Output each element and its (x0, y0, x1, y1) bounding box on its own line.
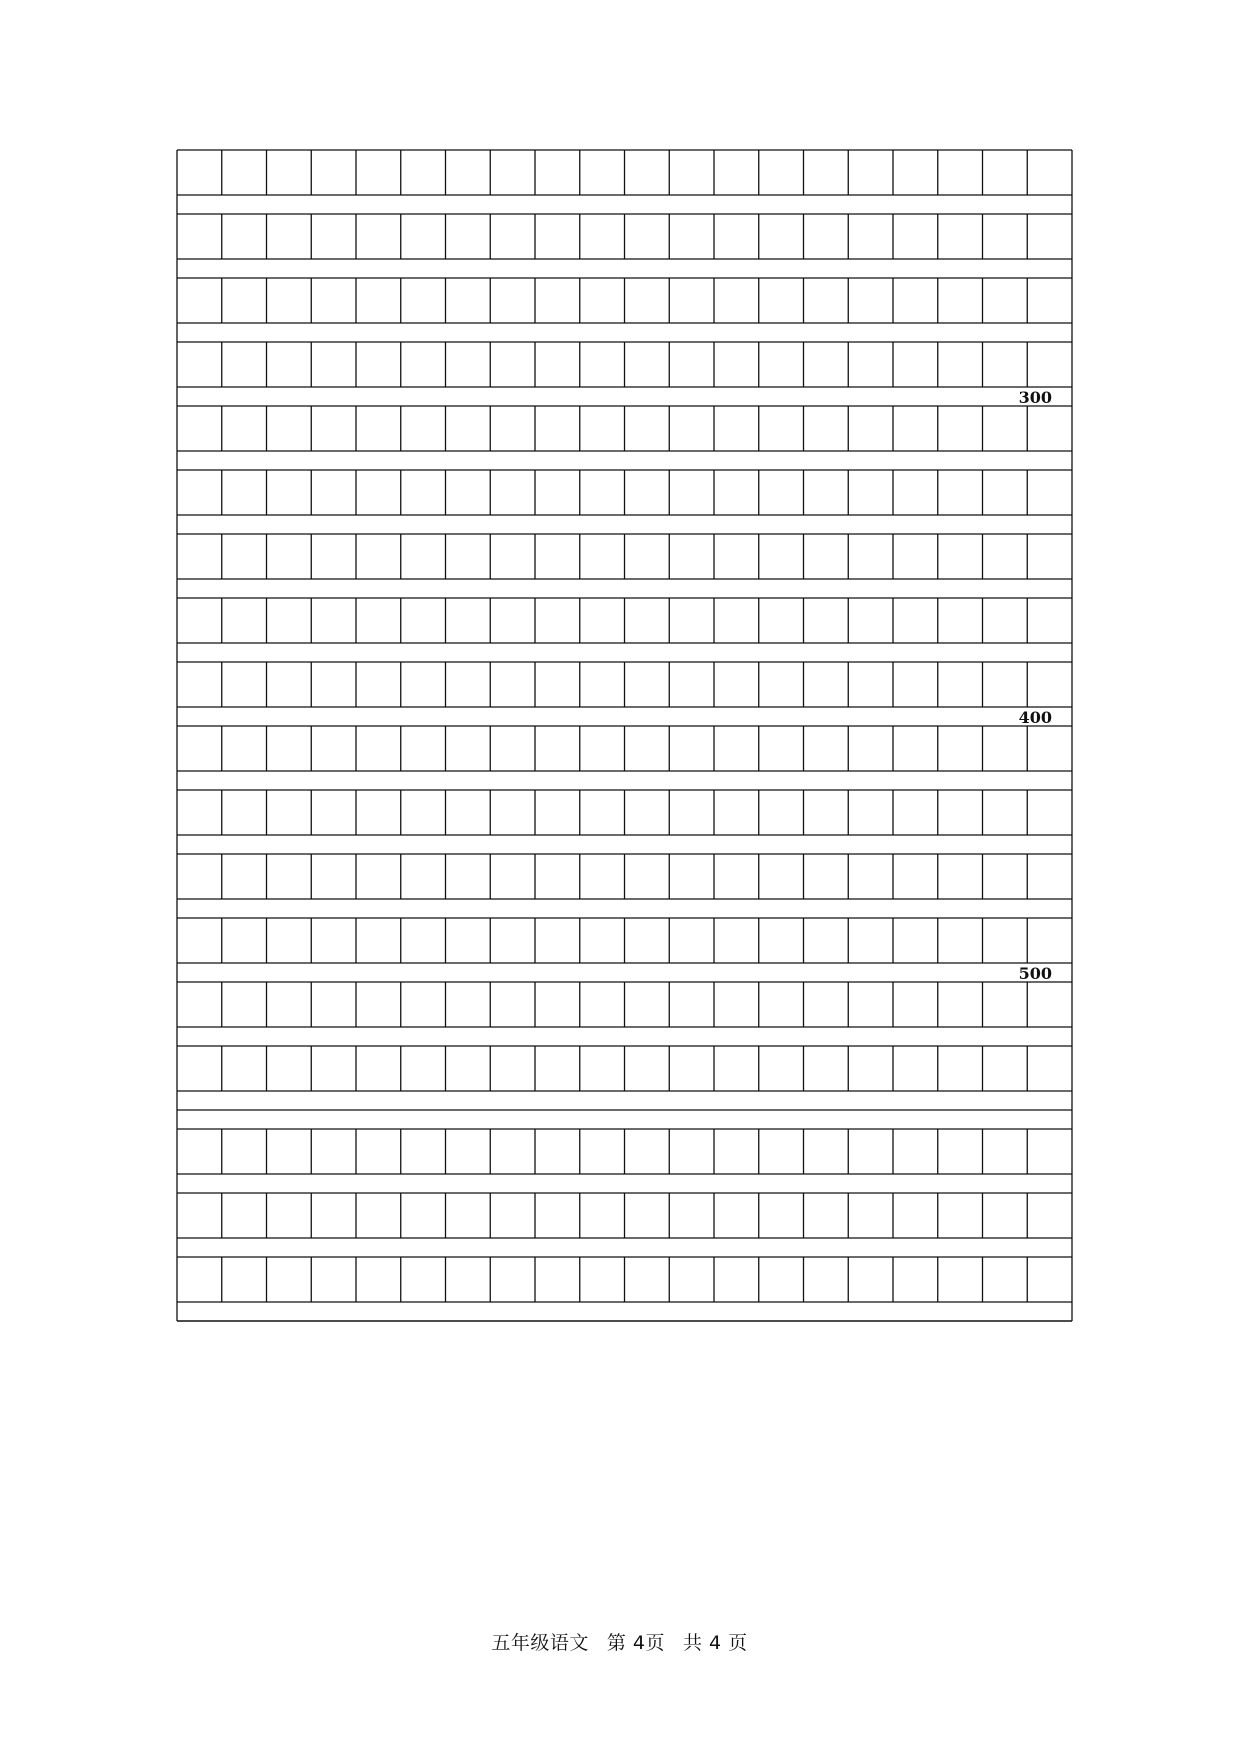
word-count-marker: 300 (1018, 388, 1052, 407)
word-count-marker: 500 (1018, 964, 1052, 983)
footer-subject: 五年级语文 (491, 1632, 589, 1654)
page-footer (0, 1628, 1239, 1655)
footer-total-pages: 共 4 页 (682, 1632, 748, 1654)
word-count-marker: 400 (1018, 708, 1052, 727)
footer-page-indicator: 第 4页 (606, 1632, 665, 1654)
